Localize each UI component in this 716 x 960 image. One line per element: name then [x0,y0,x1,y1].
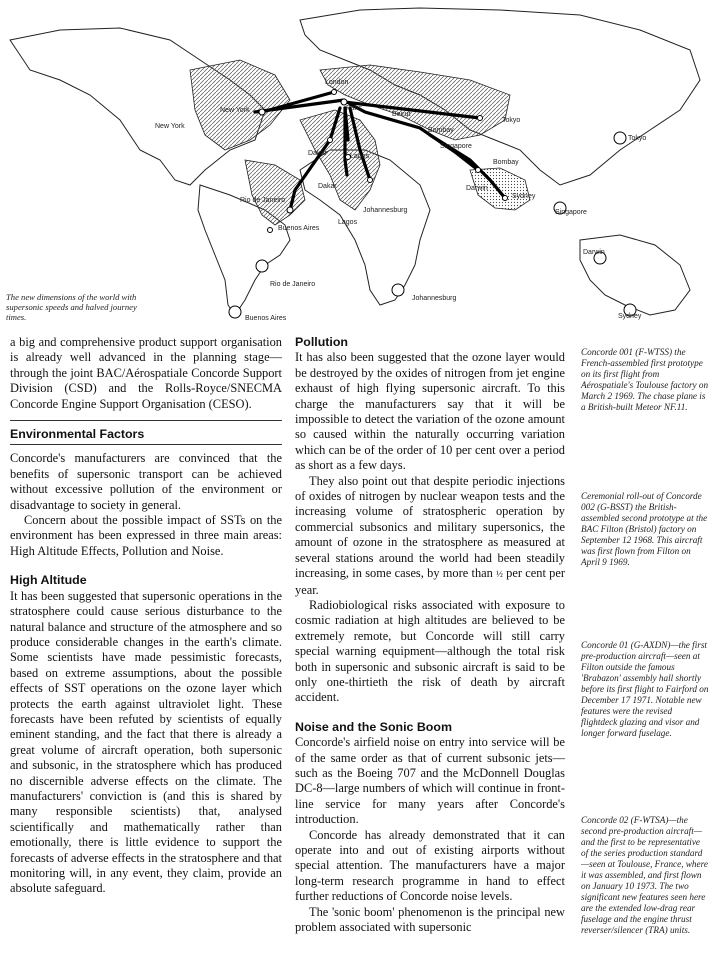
caption-concorde-001: Concorde 001 (F-WTSS) the French-assembled first prototype on its first flight from Aérospatiale's Toulouse factory on March 2 1969. The chase plane is a British-built Meteor NF.11. [581,347,709,412]
noise-paragraph-3: The 'sonic boom' phenomenon is the principal new problem associated with supersonic [295,904,565,935]
label-paris: Paris [346,105,362,112]
label-new-york-outer: New York [155,123,185,130]
world-route-map [0,0,716,332]
label-new-york-inner: New York [220,107,250,114]
label-beirut: Beirut [392,111,411,118]
noise-paragraph-1: Concorde's airfield noise on entry into service will be of the same order as that of current subsonic jets—such as the Boeing 707 and the McDonnell Douglas DC-8—large numbers of which will continue in front-line service for many years after Concorde's introduction. [295,735,565,827]
label-tokyo-inner: Tokyo [502,117,521,124]
label-dakar-inner: Dakar [308,150,327,157]
caption-concorde-002: Ceremonial roll-out of Concorde 002 (G-BSST) the British-assembled second prototype at the BAC Filton (Bristol) factory on September 12 1968. This aircraft was first flown from Filton on April 9 1969. [581,491,708,567]
label-sydney-outer: Sydney [618,313,642,320]
label-rio-inner: Rio de Janeiro [240,197,286,204]
label-buenos-inner: Buenos Aires [278,225,320,232]
label-johannesburg-outer: Johannesburg [412,295,457,302]
label-buenos-outer: Buenos Aires [245,315,287,322]
label-dakar-mid: Dakar [318,183,337,190]
pollution-paragraph-2 [295,474,565,598]
text-column-2 [295,335,565,935]
heading-noise-sonic-boom: Noise and the Sonic Boom [295,719,452,734]
section-rule [10,444,282,445]
noise-paragraph-2: Concorde has already demonstrated that it can operate into and out of existing airports without special attention. The manufacturers have a major long-term research programme in hand to effect further reductions of Concorde noise levels. [295,827,565,904]
heading-high-altitude: High Altitude [10,573,87,588]
fraction-half: ½ [496,569,503,580]
env-paragraph-2: Concern about the possible impact of SSTs on the environment has been expressed in three main areas: High Altitude Effects, Pollution and Noise. [10,513,282,558]
label-tokyo-outer: Tokyo [628,135,647,142]
altitude-paragraph: It has been suggested that supersonic operations in the stratosphere could cause serious disturbance to the natural balance and structure of the atmosphere and so produce considerable changes in the earth's climate. Some scientists have made pessimistic forecasts, based on extreme assumptions, about the possible effects of SST operations on the ozone layer which protects the earth against ultraviolet light. These forecasts have been refuted by scientists of equally eminent standing, and the fact that there is already a great volume of aircraft operation, both supersonic and subsonic, in the stratosphere which has produced no discernible adverse effects on the climate. The manufacturers' conviction is (and this is shared by many responsible scientists) that, analysed scientifically and mathematically rather than emotionally, there is little evidence to support the forecasts of adverse effects in the stratosphere and that monitoring will, in any event, they claim, provide an absolute safeguard. [10,588,282,896]
heading-pollution: Pollution [295,335,348,349]
label-johannesburg-inner: Johannesburg [363,207,408,214]
caption-concorde-02: Concorde 02 (F-WTSA)—the second pre-production aircraft—and the first to be representative of the series production standard—seen at Toulouse, France, where it was assembled, and first flown on January 10 1973. The two significant new features seen here are the extended low-drag rear fuselage and the engine thrust reverser/silencer (TRA) units. [581,815,708,935]
intro-paragraph: a big and comprehensive product support organisation is already well advanced in the planning stage—through the joint BAC/Aérospatiale Concorde Support Division (CSD) and the Rolls-Royce/SNECMA Concorde Engine Support Organisation (CESO). [10,335,282,411]
pollution-paragraph-2-end: per cent per year. [295,566,565,597]
label-rio-outer: Rio de Janeiro [270,281,316,288]
pollution-paragraph-2-text: They also point out that despite periodic injections of oxides of nitrogen by nuclear weapon tests and the increasing volume of stratospheric operation by commercial subsonics and military supersonics, the amount of ozone in the stratosphere as measured at several stations around the world had been steadily increasing, in some cases, by more than [295,473,565,581]
env-paragraph-1: Concorde's manufacturers are convinced that the benefits of supersonic transport can be achieved without excessive pollution of the environment or disadvantage to society in general. [10,451,282,512]
caption-concorde-01: Concorde 01 (G-AXDN)—the first pre-production aircraft—seen at Filton outside the famous 'Brabazon' assembly hall shortly before its first flight to Fairford on December 17 1971. Notable new features were the revised flightdeck glazing and visor and longer forward fuselage. [581,640,709,738]
label-singapore-outer: Singapore [555,209,587,216]
label-london: London [325,79,349,86]
pollution-paragraph-1: It has also been suggested that the ozone layer would be destroyed by the oxides of nitrogen from jet engine exhaust of high flying supersonic aircraft. To this charge the manufacturers say that it will be impossible to detect the variation of the ozone amount so caused within the naturally occurring variation which can be of the order of 10 per cent over a period as short as a few days. [295,350,565,473]
label-bombay-inner: Bombay [428,127,454,134]
label-darwin-inner: Darwin [466,185,488,192]
label-darwin-outer: Darwin [583,249,605,256]
map-caption: The new dimensions of the world with supersonic speeds and halved journey times. [6,292,137,322]
label-singapore-inner: Singapore [440,143,472,150]
label-sydney-inner: Sydney [512,193,536,200]
heading-environmental-factors: Environmental Factors [10,427,145,442]
label-lagos-inner: Lagos [350,153,370,160]
label-lagos-mid: Lagos [338,219,358,226]
label-bombay-mid: Bombay [493,159,519,166]
section-rule [10,420,282,421]
pollution-paragraph-3: Radiobiological risks associated with exposure to cosmic radiation at high altitudes are believed to be extremely remote, but Concorde will still carry special warning equipment—although the total risk both in supersonic and subsonic aircraft is said to be only one-thirtieth the risk of death by aircraft accident. [295,597,565,705]
text-column-1 [10,335,282,897]
